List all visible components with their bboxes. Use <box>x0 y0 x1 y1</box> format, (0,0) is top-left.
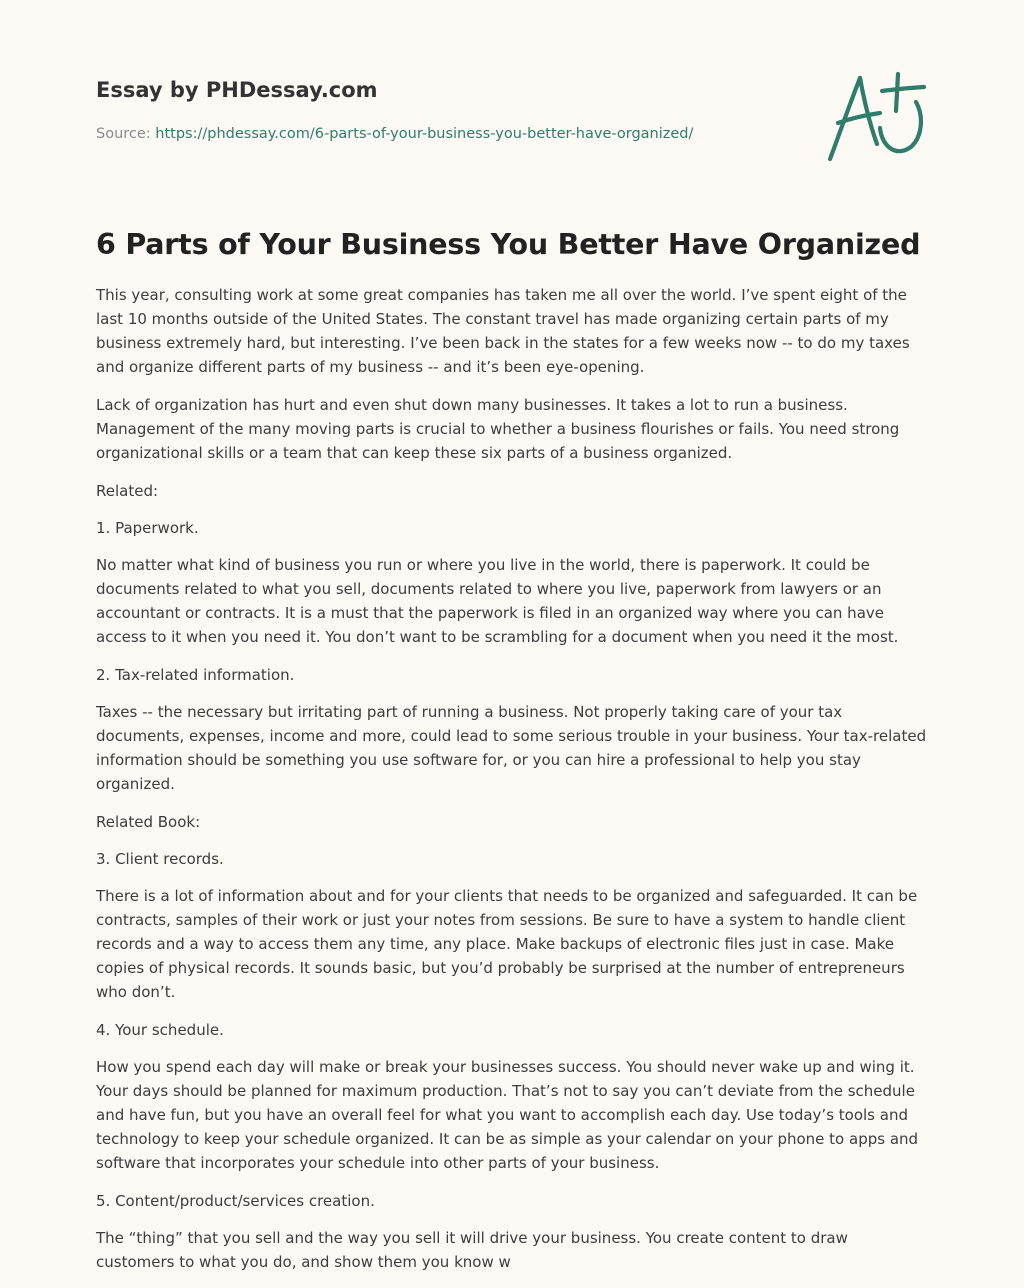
section-heading: 4. Your schedule. <box>96 1021 224 1039</box>
document-header <box>96 76 796 144</box>
section-heading: 2. Tax-related information. <box>96 666 295 684</box>
paragraph: The “thing” that you sell and the way you sell it will drive your business. You create content to draw customers to what you do, and show them you know w <box>96 1229 848 1271</box>
article <box>96 226 928 1288</box>
source-label: Source: <box>96 126 151 142</box>
related-book-label: Related Book: <box>96 813 201 831</box>
section-heading: 1. Paperwork. <box>96 519 199 537</box>
brand-title: Essay by PHDessay.com <box>96 78 378 102</box>
article-title: 6 Parts of Your Business You Better Have Organized <box>96 228 921 261</box>
section-heading: 3. Client records. <box>96 850 224 868</box>
paragraph: Taxes -- the necessary but irritating part of running a business. Not properly taking care of your tax documents, expenses, income and more, could lead to some serious trouble in your business. Your tax-related information should be something you use software for, or you can hire a professional to help you stay organized. <box>96 703 927 793</box>
a-plus-logo-icon <box>820 66 930 166</box>
source-link[interactable]: https://phdessay.com/6-parts-of-your-business-you-better-have-organized/ <box>155 126 694 142</box>
paragraph: Lack of organization has hurt and even shut down many businesses. It takes a lot to run a business. Management of the many moving parts is crucial to whether a business flourishes or fails. You need strong organizational skills or a team that can keep these six parts of a business organized. <box>96 396 900 462</box>
paragraph: This year, consulting work at some great companies has taken me all over the world. I’ve spent eight of the last 10 months outside of the United States. The constant travel has made organizing certain parts of my business extremely hard, but interesting. I’ve been back in the states for a few weeks now -- to do my taxes and organize different parts of my business -- and it’s been eye-opening. <box>96 286 910 376</box>
paragraph: No matter what kind of business you run or where you live in the world, there is paperwork. It could be documents related to what you sell, documents related to where you live, paperwork from lawyers or an accountant or contracts. It is a must that the paperwork is filed in an organized way where you can have access to it when you need it. You don’t want to be scrambling for a document when you need it the most. <box>96 556 899 646</box>
paragraph: There is a lot of information about and for your clients that needs to be organized and safeguarded. It can be contracts, samples of their work or just your notes from sessions. Be sure to have a system to handle client records and a way to access them any time, any place. Make backups of electronic files just in case. Make copies of physical records. It sounds basic, but you’d probably be surprised at the number of entrepreneurs who don’t. <box>96 887 918 1001</box>
section-heading: 5. Content/product/services creation. <box>96 1192 375 1210</box>
paragraph: How you spend each day will make or break your businesses success. You should never wake up and wing it. Your days should be planned for maximum production. That’s not to say you can’t deviate from the schedule and have fun, but you have an overall feel for what you want to accomplish each day. Use today’s tools and technology to keep your schedule organized. It can be as simple as your calendar on your phone to apps and software that incorporates your schedule into other parts of your business. <box>96 1058 919 1172</box>
related-label: Related: <box>96 482 159 500</box>
source-line <box>96 124 796 144</box>
